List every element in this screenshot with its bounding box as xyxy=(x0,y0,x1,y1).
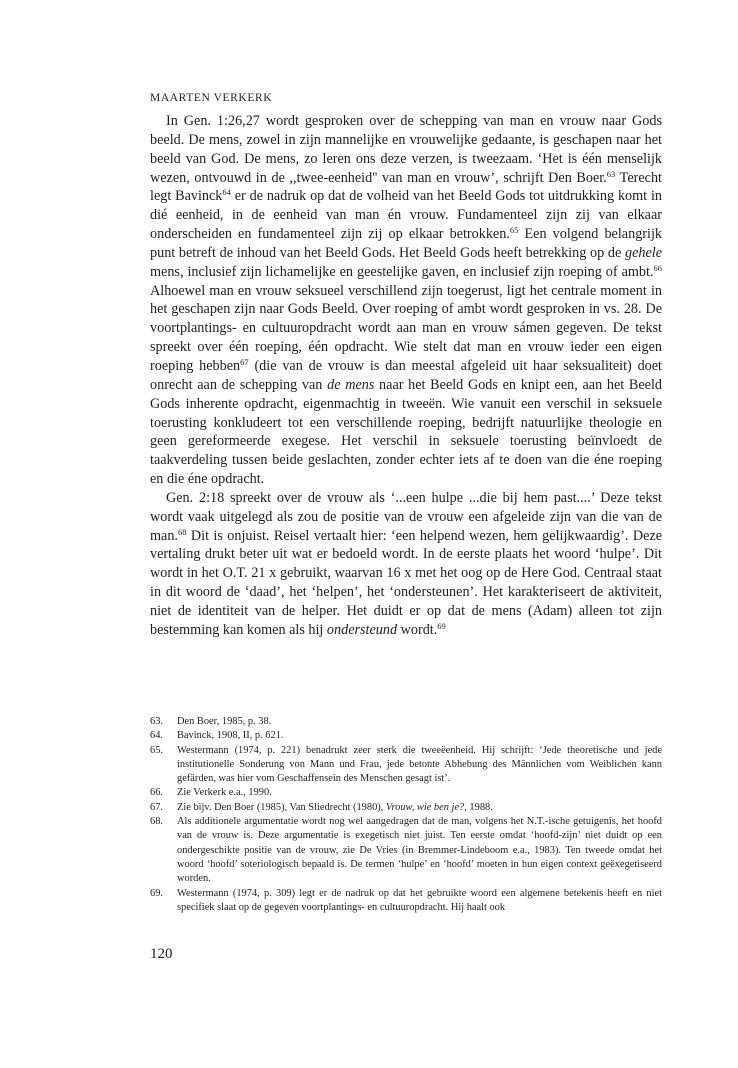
footnote-65 xyxy=(150,744,662,787)
footnote-63 xyxy=(150,715,662,729)
footnote-ref-65[interactable]: 65 xyxy=(509,225,519,236)
italic-text: de mens xyxy=(327,376,375,393)
footnote-text: Bavinck, 1908, II, p. 621. xyxy=(177,730,284,742)
footnote-text: Den Boer, 1985, p. 38. xyxy=(177,716,272,727)
footnote-text: Als additionele argumentatie wordt nog wel aangedragen dat de man, volgens het N.T.-ische getuigenis, het hoofd van de vrouw is. Deze argumentatie is exegetisch niet juist. Ten eerste omdat ‘hoofd-zijn’ niet duidt op een ondergeschikte positie van de vrouw, zie De Vries (in Bremmer-Lindeboom e.a., 1983). Ten tweede omdat het woord ‘hoofd’ soteriologisch bepaald is. De termen ‘hulpe’ en ‘hoofd’ moeten in hun eigen context geëxegetiseerd worden. xyxy=(177,816,662,885)
main-text xyxy=(150,112,662,640)
footnote-number: 69. xyxy=(150,887,163,899)
text-run: Dit is onjuist. Reisel vertaalt hier: ‘een helpend wezen, hem gelijkwaardig’. Deze vertaling drukt beter uit wat er bedoeld wordt. In de eerste plaats het woord ‘hulpe’. Dit wordt in het O.T. 21 x gebruikt, waarvan 16 x met het oog op de Here God. Centraal staat in dit woord de ‘daad’, het ‘helpen’, het ‘ondersteunen’. Het karakteriseert de aktiviteit, niet de identiteit van de helper. Het duidt er op dat de mens (Adam) alleen tot zijn bestemming kan komen als hij xyxy=(150,527,662,638)
footnote-ref-67[interactable]: 67 xyxy=(240,356,249,367)
text-run: mens, inclusief zijn lichamelijke en geestelijke gaven, en inclusief zijn roeping of ambt. xyxy=(150,263,654,280)
paragraph-1 xyxy=(150,112,662,489)
footnote-ref-68[interactable]: 68 xyxy=(177,526,187,537)
text-run: er de nadruk op dat de volheid van het Beeld Gods tot uitdrukking komt in dié eenheid, in de eenheid van man én vrouw. Fundamenteel zijn zij van elkaar onderscheiden en fundamenteel zijn zij op elkaar betrokken. xyxy=(150,188,662,243)
footnote-ref-66[interactable]: 66 xyxy=(653,262,662,273)
paragraph-2 xyxy=(150,489,662,640)
footnote-text: Westermann (1974, p. 309) legt er de nadruk op dat het gebruikte woord een algemene betekenis heeft en niet specifiek slaat op de gegeven voortplantings- en cultuuropdracht. Hij haalt ook xyxy=(177,887,662,913)
footnote-text: Zie bijv. Den Boer (1985), Van Sliedrecht (1980), xyxy=(177,801,386,813)
text-run: In Gen. 1:26,27 wordt gesproken over de schepping van man en vrouw naar Gods beeld. De mens, zowel in zijn mannelijke en vrouwelijke gedaante, is geschapen naar het beeld van God. De mens, zo leren ons deze verzen, is tweezaam. ‘Het is één menselijk wezen, ontvouwd in de ,,twee-eenheid'' van man en vrouw’, schrijft Den Boer. xyxy=(150,113,662,186)
footnote-number: 68. xyxy=(150,816,163,828)
footnote-number: 67. xyxy=(150,801,163,813)
footnote-italic-title: Vrouw, wie ben je? xyxy=(385,801,465,813)
text-run: Terecht legt Bavinck xyxy=(150,169,662,205)
italic-text: gehele xyxy=(624,244,662,261)
footnote-number: 63. xyxy=(150,716,163,727)
footnote-text: Westermann (1974, p. 221) benadrukt zeer sterk die tweeëenheid. Hij schrijft: ‘Jede theoretische und jede institutionelle Sonderung von Mann und Frau, jede betonte Abhebung des Männlichen vom Weiblichen kann gefärden, was hier vom Geschaffensein des Menschen gesagt ist’. xyxy=(177,744,662,785)
footnote-ref-69[interactable]: 69 xyxy=(437,620,446,631)
text-run: Een volgend belangrijk punt betreft de inhoud van het Beeld Gods. Het Beeld Gods heeft betrekking op de xyxy=(150,226,662,261)
italic-text: ondersteund xyxy=(326,621,398,638)
footnote-68 xyxy=(150,815,662,886)
footnote-69 xyxy=(150,887,662,916)
footnote-66 xyxy=(150,786,662,800)
page-number: 120 xyxy=(150,946,173,962)
footnotes xyxy=(150,715,662,915)
footnote-ref-64[interactable]: 64 xyxy=(222,187,231,198)
footnote-67 xyxy=(150,801,662,815)
text-run: naar het Beeld Gods en knipt een, aan het Beeld Gods inherente opdracht, eigenmachtig in tweeën. Wie vanuit een verschil in seksuele toerusting konkludeert tot een verschillende roeping, bedrijft natuurlijke theologie en geen gereformeerde exegese. Het verschil in seksuele toerusting beïnvloedt de taakverdeling tussen beide geslachten, zonder echter iets af te doen van die éne roeping en die éne opdracht. xyxy=(150,376,662,488)
footnote-text: Zie Verkerk e.a., 1990. xyxy=(177,787,272,799)
footnote-number: 66. xyxy=(150,787,163,799)
footnote-text: , 1988. xyxy=(464,801,493,813)
footnote-64 xyxy=(150,729,662,743)
footnote-number: 65. xyxy=(150,744,163,756)
running-head: MAARTEN VERKERK xyxy=(150,92,273,104)
footnote-ref-63[interactable]: 63 xyxy=(606,168,616,179)
footnote-number: 64. xyxy=(150,730,163,742)
text-run: (die van de vrouw is dan meestal afgeleid uit haar seksualiteit) doet onrecht aan de schepping van xyxy=(150,357,662,393)
text-run: Alhoewel man en vrouw seksueel verschillend zijn toegerust, ligt het centrale moment in het geschapen zijn naar Gods Beeld. Over roeping of ambt wordt gesproken in vs. 28. De voortplantings- en cultuuropdracht wordt aan man en vrouw sámen gegeven. De tekst spreekt over één roeping, één opdracht. Wie stelt dat man en vrouw ieder een eigen roeping hebben xyxy=(150,282,662,374)
text-run: Gen. 2:18 spreekt over de vrouw als ‘...een hulpe ...die bij hem past....’ Deze tekst wordt vaak uitgelegd als zou de positie van de vrouw een afgeleide zijn van die van de man. xyxy=(150,489,662,544)
text-run: wordt. xyxy=(397,621,438,638)
